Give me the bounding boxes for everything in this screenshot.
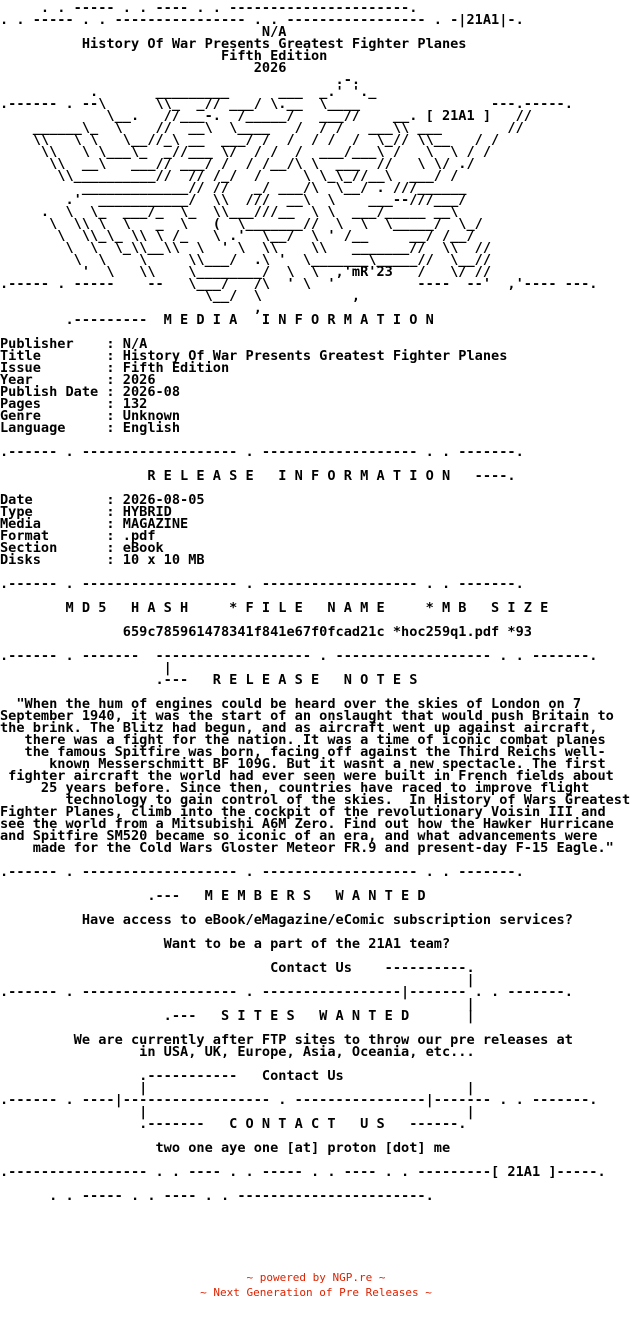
nfo-line: We are currently after FTP sites to throw our pre releases at — [0, 1032, 573, 1048]
nfo-line: .-. — [0, 72, 361, 88]
nfo-line: made for the Cold Wars Gloster Meteor FR.9 and present-day F-15 Eagle." — [0, 840, 614, 856]
nfo-line: .------ . ------- ------------------- . ------------------- . . -------. — [0, 648, 598, 664]
nfo-line: see the world from a Mitsubishi A6M Zero. Find out how the Hawker Hurricane — [0, 816, 614, 832]
nfo-line: \__/ \ , — [0, 288, 361, 304]
footer-powered-by[interactable]: ~ powered by NGP.re ~ — [246, 1271, 386, 1284]
nfo-text-block — [0, 2, 632, 1262]
nfo-line: N/A — [0, 24, 287, 40]
nfo-line: . . ----- . . ---- . . ----------------------. — [0, 2, 418, 16]
nfo-line: Contact Us ----------. — [0, 960, 475, 976]
nfo-line: two one aye one [at] proton [dot] me — [0, 1140, 451, 1156]
nfo-line: .------ . ------------------- . ------------------- . . -------. — [0, 864, 524, 880]
nfo-line: . _________ ___ _.' '._ — [0, 84, 377, 100]
nfo-line: .----------------- . . ---- . . ----- . . ---- . . ---------[ 21A1 ]-----. — [0, 1164, 606, 1180]
nfo-line: Media : MAGAZINE — [0, 516, 189, 532]
nfo-line: \\__________// // /_/ / \ \_\_//__\ ___/ / — [0, 168, 459, 184]
nfo-line: Pages : 132 — [0, 396, 148, 412]
nfo-line: ______\_ \ // __\ \____ / / / ___\\ ___ // — [0, 120, 524, 136]
nfo-line: Genre : Unknown — [0, 408, 181, 424]
nfo-line: .------ . --\ \\_ _// ___/ \.__ \____ ---.-----. — [0, 96, 573, 112]
nfo-line: in USA, UK, Europe, Asia, Oceania, etc... — [0, 1044, 475, 1060]
nfo-line: .------- C O N T A C T U S ------. — [0, 1116, 467, 1132]
nfo-line: Title : History Of War Presents Greatest Fighter Planes — [0, 348, 508, 364]
nfo-line: , — [0, 300, 262, 316]
nfo-line: Disks : 10 x 10 MB — [0, 552, 205, 568]
nfo-line: Publisher : N/A — [0, 336, 148, 352]
nfo-line: | — [0, 996, 475, 1012]
nfo-line: | | — [0, 1080, 475, 1096]
nfo-line: .----- . ----- -- \___/ /\ ' \ ' ---- --' ,'---- ---. — [0, 276, 598, 292]
nfo-line: .--------- M E D I A I N F O R M A T I O N — [0, 312, 434, 328]
nfo-line: Fighter Planes, climb into the cockpit of the revolutionary Voisin III and — [0, 804, 606, 820]
nfo-line: . . ----- . . ---- . . -----------------------. — [0, 1188, 434, 1204]
nfo-line: \\ \ \___\_ _//___ \/ / / / ___/___\ / \ \ / / — [0, 144, 492, 160]
nfo-line: fighter aircraft the world had ever seen were built in French fields about — [0, 768, 614, 784]
nfo-line: and Spitfire SM520 became so iconic of an era, and what advancements were — [0, 828, 598, 844]
nfo-line: | | — [0, 1104, 475, 1120]
nfo-line: . . ----- . . ---------------- . . ----------------- . -|21A1|-. — [0, 12, 524, 28]
nfo-line: .--- S I T E S W A N T E D | — [0, 1008, 475, 1024]
nfo-line: Want to be a part of the 21A1 team? — [0, 936, 451, 952]
footer — [0, 1270, 632, 1300]
nfo-line: \ \ \ \\___/ .\ ' \_______\_____// \__// — [0, 252, 492, 268]
nfo-line: the famous Spitfire was born, facing off against the Third Reichs well- — [0, 744, 606, 760]
nfo-line: technology to gain control of the skies. In History of Wars Greatest — [0, 792, 631, 808]
nfo-line: \ \ \_\\__\\ \ ' \ \\ \\ _______// \\ // — [0, 240, 492, 256]
nfo-line: Have access to eBook/eMagazine/eComic subscription services? — [0, 912, 573, 928]
nfo-line: Year : 2026 — [0, 372, 156, 388]
nfo-line: 659c785961478341f841e67f0fcad21c *hoc259q1.pdf *93 — [0, 624, 532, 640]
nfo-line: Issue : Fifth Edition — [0, 360, 230, 376]
nfo-line: "When the hum of engines could be heard over the skies of London on 7 — [0, 696, 582, 712]
nfo-line: September 1940, it was the start of an onslaught that would push Britain to — [0, 708, 614, 724]
nfo-line: \__. //___-. /_____/ ___// __. [ 21A1 ] // — [0, 108, 532, 124]
nfo-line: . \ \_ ___/_ \_ \\___///__ \ \ ___/_____ __\ — [0, 204, 459, 220]
nfo-line: .------ . ----|------------------ . ----------------|------- . . -------. — [0, 1092, 598, 1108]
nfo-line: .----------- Contact Us — [0, 1068, 344, 1084]
nfo-line: .--- M E M B E R S W A N T E D — [0, 888, 426, 904]
nfo-line: .--- R E L E A S E N O T E S — [0, 672, 418, 688]
nfo-line: M D 5 H A S H * F I L E N A M E * M B S I Z E — [0, 600, 549, 616]
nfo-line: .------ . ------------------- . -----------------|------- . . -------. — [0, 984, 573, 1000]
nfo-line: \\ \ \ \__//_\ __ ___/ / / / / / \_// \\__ / / — [0, 132, 500, 148]
nfo-line: | — [0, 660, 172, 676]
nfo-line: .' ___________/ \\ /// __\ \ ___--///___/ — [0, 192, 467, 208]
nfo-line: Section : eBook — [0, 540, 164, 556]
footer-tagline: ~ Next Generation of Pre Releases ~ — [200, 1286, 432, 1299]
nfo-line: Fifth Edition — [0, 48, 328, 64]
nfo-line: Type : HYBRID — [0, 504, 172, 520]
nfo-line: Publish Date : 2026-08 — [0, 384, 181, 400]
nfo-line: \ \\_\_ \\ \ /_ \ .' \__/ \ ' /__ __/ /__/ — [0, 228, 475, 244]
nfo-line: .------ . ------------------- . ------------------- . . -------. — [0, 576, 524, 592]
nfo-line: ' \ \\ \________/ \ \ ,'mR'23 / \/ // — [0, 264, 492, 280]
nfo-line: 25 years before. Since then, countries have raced to improve flight — [0, 780, 590, 796]
nfo-line: known Messerschmitt BF 109G. But it wasnt a new spectacle. The first — [0, 756, 606, 772]
nfo-line: there was a fight for the nation. It was a time of iconic combat planes — [0, 732, 606, 748]
nfo-line: the brink. The Blitz had begun, and as aircraft went up against aircraft, — [0, 720, 598, 736]
nfo-line: History Of War Presents Greatest Fighter Planes — [0, 36, 467, 52]
nfo-line: Format : .pdf — [0, 528, 156, 544]
nfo-line: 2026 — [0, 60, 287, 76]
nfo-line: | — [0, 972, 475, 988]
nfo-line: .------ . ------------------- . ------------------- . . -------. — [0, 444, 524, 460]
nfo-line: Language : English — [0, 420, 181, 436]
nfo-line: R E L E A S E I N F O R M A T I O N ----. — [0, 468, 516, 484]
nfo-line: \\ __\ ___// ___/ / / /__/\ \ ___ // \ \/ ./ — [0, 156, 475, 172]
nfo-line: \ \\ \ \ _ \ ( \_______// \ \ \_____/ \_/ — [0, 216, 483, 232]
nfo-line: Date : 2026-08-05 — [0, 492, 205, 508]
nfo-line: _____________// // _/ ___/\ \__/ . ///______ — [0, 180, 467, 196]
